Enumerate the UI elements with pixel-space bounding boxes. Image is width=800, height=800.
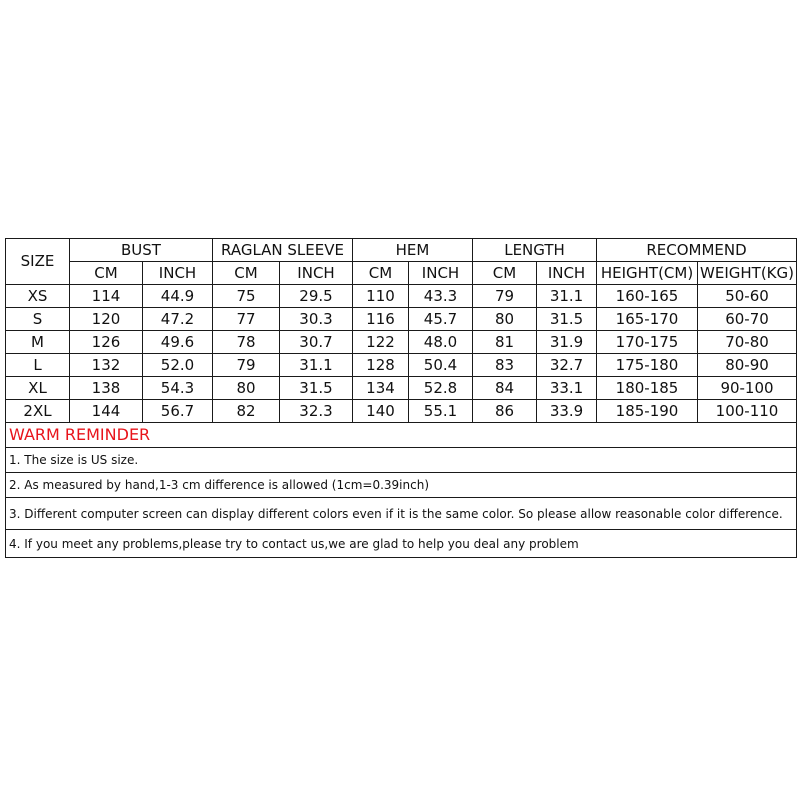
table-cell: 80 (213, 377, 280, 400)
table-cell: 144 (70, 400, 143, 423)
table-cell: 80 (473, 308, 537, 331)
table-cell: 114 (70, 285, 143, 308)
size-row-xl (6, 377, 797, 400)
table-cell: 86 (473, 400, 537, 423)
table-cell: 31.5 (537, 308, 597, 331)
unit-header: INCH (537, 262, 597, 285)
table-cell: 81 (473, 331, 537, 354)
unit-header: INCH (143, 262, 213, 285)
table-cell: 160-165 (597, 285, 698, 308)
table-cell: 31.1 (537, 285, 597, 308)
table-cell: 31.9 (537, 331, 597, 354)
reminder-note: 2. As measured by hand,1-3 cm difference is allowed (1cm=0.39inch) (6, 473, 797, 498)
size-cell: XS (6, 285, 70, 308)
raglan-sleeve-header: RAGLAN SLEEVE (213, 239, 353, 262)
size-cell: S (6, 308, 70, 331)
table-cell: 49.6 (143, 331, 213, 354)
warm-reminder-title: WARM REMINDER (6, 423, 797, 448)
table-cell: 31.1 (280, 354, 353, 377)
recommend-header: RECOMMEND (597, 239, 797, 262)
unit-header: CM (213, 262, 280, 285)
table-cell: 60-70 (698, 308, 797, 331)
table-cell: 30.7 (280, 331, 353, 354)
table-cell: 54.3 (143, 377, 213, 400)
length-header: LENGTH (473, 239, 597, 262)
table-cell: 79 (473, 285, 537, 308)
table-cell: 83 (473, 354, 537, 377)
size-cell: L (6, 354, 70, 377)
unit-header: WEIGHT(KG) (698, 262, 797, 285)
table-cell: 70-80 (698, 331, 797, 354)
size-row-m (6, 331, 797, 354)
table-cell: 180-185 (597, 377, 698, 400)
table-cell: 138 (70, 377, 143, 400)
table-cell: 50.4 (409, 354, 473, 377)
table-cell: 77 (213, 308, 280, 331)
hem-header: HEM (353, 239, 473, 262)
table-cell: 175-180 (597, 354, 698, 377)
table-cell: 84 (473, 377, 537, 400)
table-cell: 128 (353, 354, 409, 377)
unit-header: CM (353, 262, 409, 285)
reminder-note: 4. If you meet any problems,please try to contact us,we are glad to help you deal any problem (6, 530, 797, 558)
table-cell: 126 (70, 331, 143, 354)
table-cell: 29.5 (280, 285, 353, 308)
unit-header: CM (70, 262, 143, 285)
table-cell: 52.8 (409, 377, 473, 400)
unit-header-row (6, 262, 797, 285)
table-cell: 32.3 (280, 400, 353, 423)
table-cell: 45.7 (409, 308, 473, 331)
reminder-note-row (6, 448, 797, 473)
table-cell: 116 (353, 308, 409, 331)
unit-header: CM (473, 262, 537, 285)
table-cell: 165-170 (597, 308, 698, 331)
group-header-row (6, 239, 797, 262)
table-cell: 44.9 (143, 285, 213, 308)
table-cell: 43.3 (409, 285, 473, 308)
table-cell: 52.0 (143, 354, 213, 377)
unit-header: HEIGHT(CM) (597, 262, 698, 285)
reminder-note-row (6, 530, 797, 558)
table-cell: 110 (353, 285, 409, 308)
warm-reminder-row (6, 423, 797, 448)
table-cell: 48.0 (409, 331, 473, 354)
table-cell: 185-190 (597, 400, 698, 423)
size-cell: XL (6, 377, 70, 400)
size-chart-table (5, 238, 797, 558)
table-cell: 55.1 (409, 400, 473, 423)
size-row-2xl (6, 400, 797, 423)
unit-header: INCH (280, 262, 353, 285)
table-cell: 132 (70, 354, 143, 377)
table-cell: 33.9 (537, 400, 597, 423)
table-cell: 56.7 (143, 400, 213, 423)
size-cell: M (6, 331, 70, 354)
table-cell: 82 (213, 400, 280, 423)
table-cell: 33.1 (537, 377, 597, 400)
table-cell: 122 (353, 331, 409, 354)
reminder-note-row (6, 473, 797, 498)
unit-header: INCH (409, 262, 473, 285)
reminder-note: 1. The size is US size. (6, 448, 797, 473)
reminder-note-row (6, 498, 797, 530)
table-cell: 100-110 (698, 400, 797, 423)
table-cell: 50-60 (698, 285, 797, 308)
size-header: SIZE (6, 239, 70, 285)
table-cell: 30.3 (280, 308, 353, 331)
size-row-s (6, 308, 797, 331)
table-cell: 31.5 (280, 377, 353, 400)
size-cell: 2XL (6, 400, 70, 423)
table-cell: 140 (353, 400, 409, 423)
table-cell: 75 (213, 285, 280, 308)
table-cell: 120 (70, 308, 143, 331)
table-cell: 170-175 (597, 331, 698, 354)
table-cell: 47.2 (143, 308, 213, 331)
table-cell: 78 (213, 331, 280, 354)
size-row-xs (6, 285, 797, 308)
size-row-l (6, 354, 797, 377)
table-cell: 80-90 (698, 354, 797, 377)
table-cell: 134 (353, 377, 409, 400)
table-cell: 32.7 (537, 354, 597, 377)
table-cell: 90-100 (698, 377, 797, 400)
bust-header: BUST (70, 239, 213, 262)
table-cell: 79 (213, 354, 280, 377)
reminder-note: 3. Different computer screen can display different colors even if it is the same color. So please allow reasonable color difference. (6, 498, 797, 530)
